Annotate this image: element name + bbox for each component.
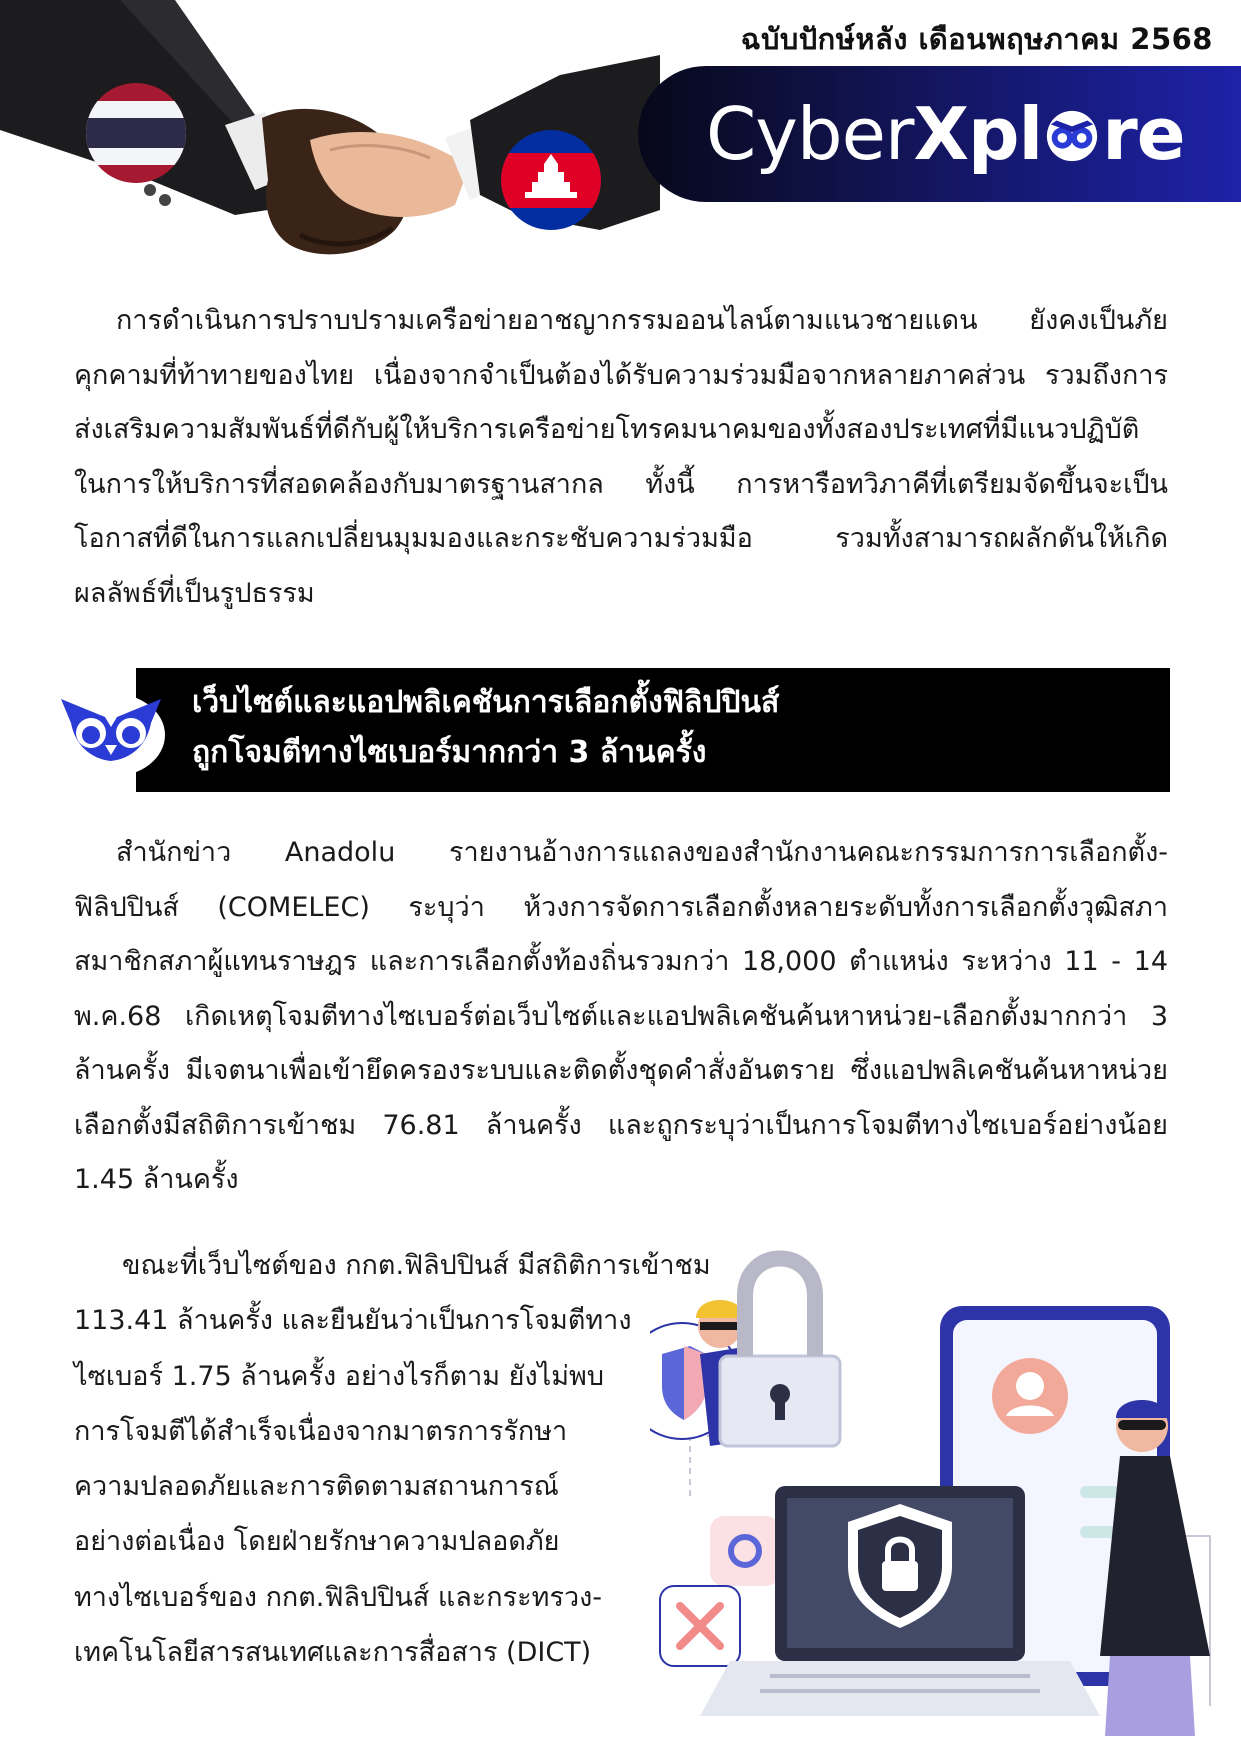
brand-pl: pl bbox=[968, 92, 1043, 176]
brand-logo bbox=[706, 86, 1185, 182]
body-2-line: ทางไซเบอร์ของ กกต.ฟิลิปปินส์ และกระทรวง- bbox=[74, 1581, 603, 1613]
owl-logo-icon bbox=[1043, 107, 1101, 165]
brand-prefix: Cyber bbox=[706, 92, 914, 176]
intro-text: การดำเนินการปราบปรามเครือข่ายอาชญากรรมออนไลน์ตามแนวชายแดน ยังคงเป็นภัยคุกคามที่ท้าทายของไทย เนื่องจากจำเป็นต้องได้รับความร่วมมือจากหลายภาคส่วน รวมถึงการส่งเสริมความสัมพันธ์ที่ดีกับผู้ให้บริการเครือข่ายโทรคมนาคมของทั้งสองประเทศที่มีแนวปฏิบัติในการให้บริการที่สอดคล้องกับมาตรฐานสากล ทั้งนี้ การหารือทวิภาคีที่เตรียมจัดขึ้นจะเป็นโอกาสที่ดีในการแลกเปลี่ยนมุมมองและกระชับความร่วมมือ รวมทั้งสามารถผลักดันให้เกิดผลลัพธ์ที่เป็นรูปธรรม bbox=[74, 305, 1168, 609]
body-2-line: ขณะที่เว็บไซต์ของ กกต.ฟิลิปปินส์ มีสถิติการเข้าชม bbox=[122, 1250, 711, 1281]
body-2-line: อย่างต่อเนื่อง โดยฝ่ายรักษาความปลอดภัย bbox=[74, 1526, 560, 1558]
section-title bbox=[192, 678, 1152, 778]
handshake-illustration bbox=[0, 0, 660, 290]
intro-paragraph bbox=[74, 294, 1168, 621]
body-2-line: การโจมตีได้สำเร็จเนื่องจากมาตรการรักษา bbox=[74, 1415, 568, 1447]
body-2-line: เทคโนโลยีสารสนเทศและการสื่อสาร (DICT) bbox=[74, 1637, 592, 1669]
owl-icon bbox=[55, 683, 167, 779]
body-paragraph-1 bbox=[74, 826, 1168, 1208]
body-2-line: ไซเบอร์ 1.75 ล้านครั้ง อย่างไรก็ตาม ยังไม่พบ bbox=[74, 1360, 604, 1392]
section-title-line-2: ถูกโจมตีทางไซเบอร์มากกว่า 3 ล้านครั้ง bbox=[192, 735, 707, 770]
brand-x: X bbox=[913, 92, 968, 176]
body-2-line: ความปลอดภัยและการติดตามสถานการณ์ bbox=[74, 1471, 559, 1503]
body-1-text: สำนักข่าว Anadolu รายงานอ้างการแถลงของสำนักงานคณะกรรมการการเลือกตั้ง-ฟิลิปปินส์ (COMELEC) ระบุว่า ห้วงการจัดการเลือกตั้งหลายระดับทั้งการเลือกตั้งวุฒิสภา สมาชิกสภาผู้แทนราษฎร และการเลือกตั้งท้องถิ่นรวมกว่า 18,000 ตำแหน่ง ระหว่าง 11 - 14 พ.ค.68 เกิดเหตุโจมตีทางไซเบอร์ต่อเว็บไซต์และแอปพลิเคชันค้นหาหน่วย-เลือกตั้งมากกว่า 3 ล้านครั้ง มีเจตนาเพื่อเข้ายึดครองระบบและติดตั้งชุดคำสั่งอันตราย ซึ่งแอปพลิเคชันค้นหาหน่วยเลือกตั้งมีสถิติการเข้าชม 76.81 ล้านครั้ง และถูกระบุว่าเป็นการโจมตีทางไซเบอร์อย่างน้อย 1.45 ล้านครั้ง bbox=[74, 837, 1168, 1195]
cybersecurity-illustration bbox=[650, 1236, 1241, 1755]
section-title-line-1: เว็บไซต์และแอปพลิเคชันการเลือกตั้งฟิลิปปินส์ bbox=[192, 685, 780, 720]
body-2-line: 113.41 ล้านครั้ง และยืนยันว่าเป็นการโจมตีทาง bbox=[74, 1305, 632, 1337]
issue-date: ฉบับปักษ์หลัง เดือนพฤษภาคม 2568 bbox=[740, 22, 1213, 56]
brand-re: re bbox=[1102, 92, 1185, 176]
